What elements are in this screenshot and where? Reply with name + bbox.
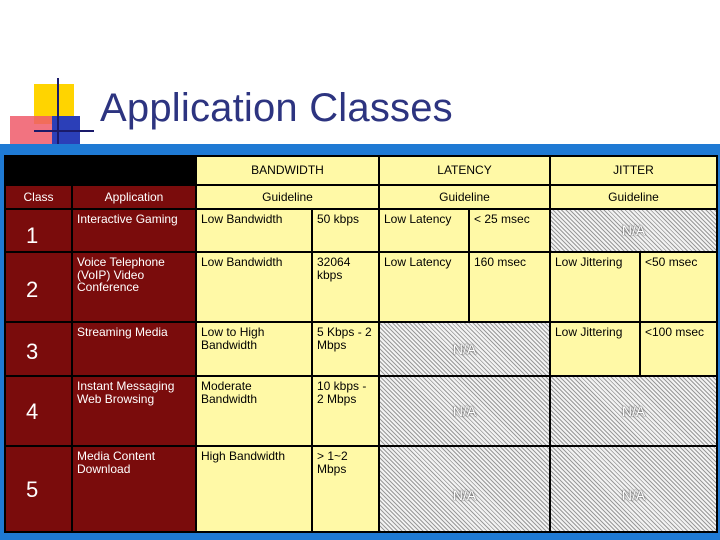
na-label: N/A	[621, 402, 646, 419]
bandwidth-value: 50 kbps	[313, 210, 378, 251]
latency-not-applicable	[380, 377, 549, 445]
bandwidth-guideline: High Bandwidth	[197, 447, 311, 531]
title-decoration-line	[34, 130, 94, 132]
jitter-guideline: Low Jittering	[551, 323, 639, 375]
jitter-value: <50 msec	[641, 253, 716, 321]
class-number: 3	[6, 323, 71, 375]
header-jitter: JITTER	[551, 157, 716, 184]
header-latency: LATENCY	[380, 157, 549, 184]
jitter-guideline: Low Jittering	[551, 253, 639, 321]
latency-guideline: Low Latency	[380, 210, 468, 251]
jitter-value: <100 msec	[641, 323, 716, 375]
class-number: 4	[6, 377, 71, 445]
jitter-not-applicable	[551, 210, 716, 251]
header-application: Application	[73, 186, 195, 208]
jitter-not-applicable	[551, 447, 716, 531]
na-label: N/A	[452, 486, 477, 503]
jitter-not-applicable	[551, 377, 716, 445]
bandwidth-value: 5 Kbps - 2 Mbps	[313, 323, 378, 375]
application-name: Voice Telephone (VoIP) Video Conference	[73, 253, 195, 321]
latency-guideline: Low Latency	[380, 253, 468, 321]
bandwidth-value: 10 kbps - 2 Mbps	[313, 377, 378, 445]
application-name: Interactive Gaming	[73, 210, 195, 251]
class-number: 1	[6, 210, 71, 251]
bandwidth-value: > 1~2 Mbps	[313, 447, 378, 531]
header-jitter-guideline: Guideline	[551, 186, 716, 208]
na-label: N/A	[621, 222, 646, 239]
class-number: 2	[6, 253, 71, 321]
header-bandwidth-guideline: Guideline	[197, 186, 378, 208]
bandwidth-guideline: Low Bandwidth	[197, 210, 311, 251]
application-name: Instant Messaging Web Browsing	[73, 377, 195, 445]
page-title: Application Classes	[100, 86, 453, 130]
application-name: Media Content Download	[73, 447, 195, 531]
bandwidth-value: 32064 kbps	[313, 253, 378, 321]
na-label: N/A	[621, 486, 646, 503]
latency-value: < 25 msec	[470, 210, 549, 251]
latency-value: 160 msec	[470, 253, 549, 321]
class-number: 5	[6, 447, 71, 531]
bandwidth-guideline: Low to High Bandwidth	[197, 323, 311, 375]
header-latency-guideline: Guideline	[380, 186, 549, 208]
na-label: N/A	[452, 402, 477, 419]
latency-not-applicable	[380, 323, 549, 375]
na-label: N/A	[452, 340, 477, 357]
application-classes-table	[4, 155, 718, 533]
title-decoration-line	[57, 78, 59, 144]
bandwidth-guideline: Low Bandwidth	[197, 253, 311, 321]
latency-not-applicable	[380, 447, 549, 531]
header-class: Class	[6, 186, 71, 208]
header-bandwidth: BANDWIDTH	[197, 157, 378, 184]
bandwidth-guideline: Moderate Bandwidth	[197, 377, 311, 445]
application-name: Streaming Media	[73, 323, 195, 375]
